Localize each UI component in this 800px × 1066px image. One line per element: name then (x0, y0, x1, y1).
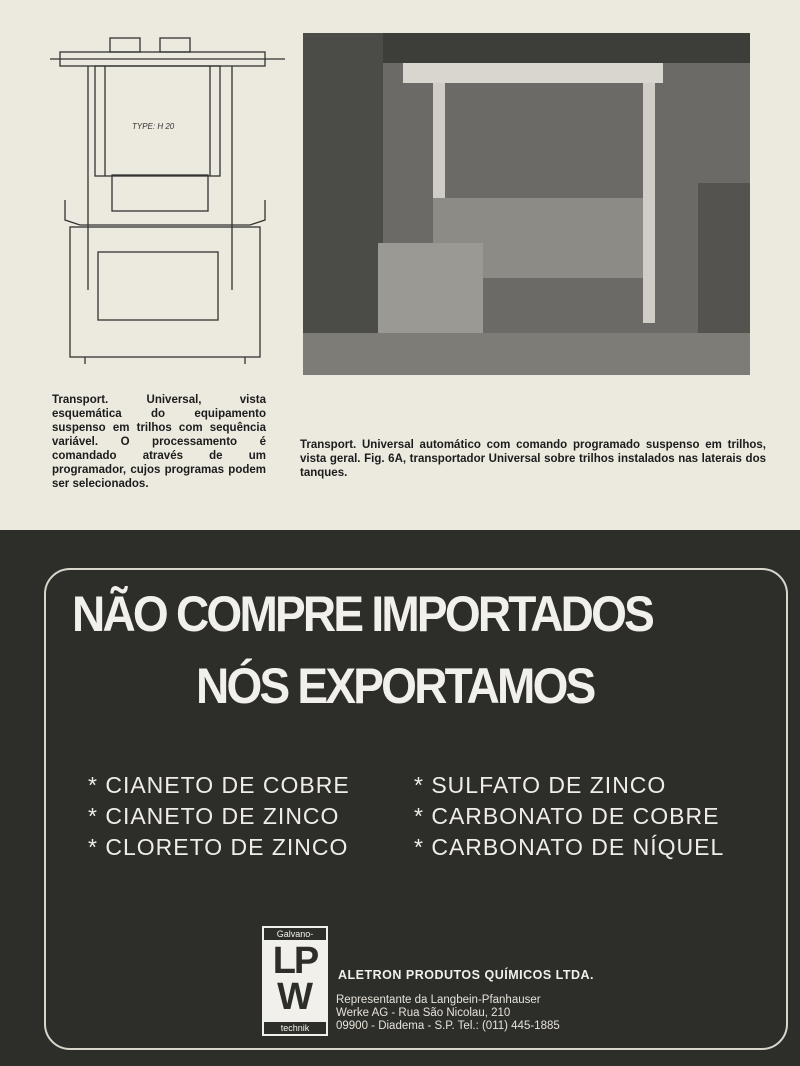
logo-top-text: Galvano- (264, 928, 326, 940)
product-item: * CIANETO DE ZINCO (88, 803, 340, 829)
caption-right: Transport. Universal automático com comando programado suspenso em trilhos, vista geral. Fig. 6A, transportador Universal sobre trilhos instalados nas laterais dos tanques. (300, 439, 766, 479)
product-list-left (88, 770, 350, 863)
logo-lp-text: LP (272, 940, 318, 982)
address-line: Representante da Langbein-Pfanhauser (336, 994, 541, 1006)
product-item: * CARBONATO DE COBRE (414, 803, 720, 829)
product-item: * SULFATO DE ZINCO (414, 772, 667, 798)
company-name: ALETRON PRODUTOS QUÍMICOS LTDA. (338, 968, 595, 982)
headline-line-1: NÃO COMPRE IMPORTADOS (72, 586, 653, 642)
headline-line-2: NÓS EXPORTAMOS (196, 658, 594, 714)
factory-photo (303, 33, 750, 375)
equipment-schematic (50, 30, 285, 370)
factory-photo-image (303, 33, 750, 375)
product-item: * CARBONATO DE NÍQUEL (414, 834, 725, 860)
logo-w-text: W (277, 976, 313, 1018)
product-item: * CLORETO DE ZINCO (88, 834, 349, 860)
address-line: 09900 - Diadema - S.P. Tel.: (011) 445-1885 (336, 1020, 560, 1032)
company-address (336, 994, 560, 1033)
logo-bottom-text: technik (264, 1022, 326, 1034)
lpw-logo (262, 926, 328, 1036)
product-item: * CIANETO DE COBRE (88, 772, 350, 798)
address-line: Werke AG - Rua São Nicolau, 210 (336, 1007, 511, 1019)
schematic-type-label: TYPE: H 20 (132, 122, 175, 131)
product-list-right (414, 770, 724, 863)
caption-left: Transport. Universal, vista esquemática do equipamento suspenso em trilhos com sequência variável. O processamento é comandado através de um programador, cujos programas podem ser selecionados. (52, 394, 266, 490)
advertisement (0, 530, 800, 1066)
top-section (0, 0, 800, 530)
